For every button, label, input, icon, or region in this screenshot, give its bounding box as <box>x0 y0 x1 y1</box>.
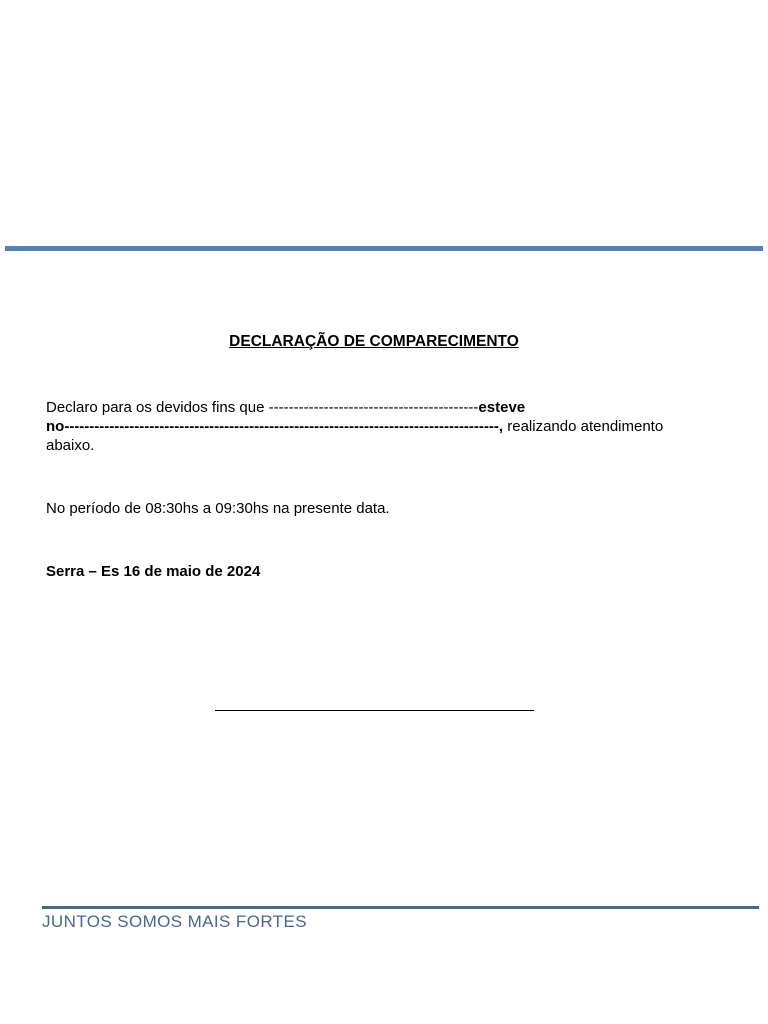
footer-divider <box>42 906 759 909</box>
declaration-line-1 <box>46 398 706 417</box>
signature-line <box>215 710 534 711</box>
document-title: DECLARAÇÃO DE COMPARECIMENTO <box>229 333 519 350</box>
declaration-esteve: esteve <box>478 399 526 416</box>
place-date: Serra – Es 16 de maio de 2024 <box>46 563 261 580</box>
period-text: No período de 08:30hs a 09:30hs na presente data. <box>46 500 390 517</box>
declaration-intro: Declaro para os devidos fins que ------------------------------------------ <box>46 399 479 416</box>
declaration-paragraph <box>46 398 706 455</box>
declaration-service: realizando atendimento <box>503 418 664 435</box>
declaration-location-blank: no---------------------------------------------------------------------------------------, <box>46 418 504 435</box>
footer-slogan: JUNTOS SOMOS MAIS FORTES <box>42 912 307 931</box>
header-divider <box>5 246 763 251</box>
declaration-line-2 <box>46 417 706 436</box>
declaration-line-3: abaixo. <box>46 437 95 454</box>
